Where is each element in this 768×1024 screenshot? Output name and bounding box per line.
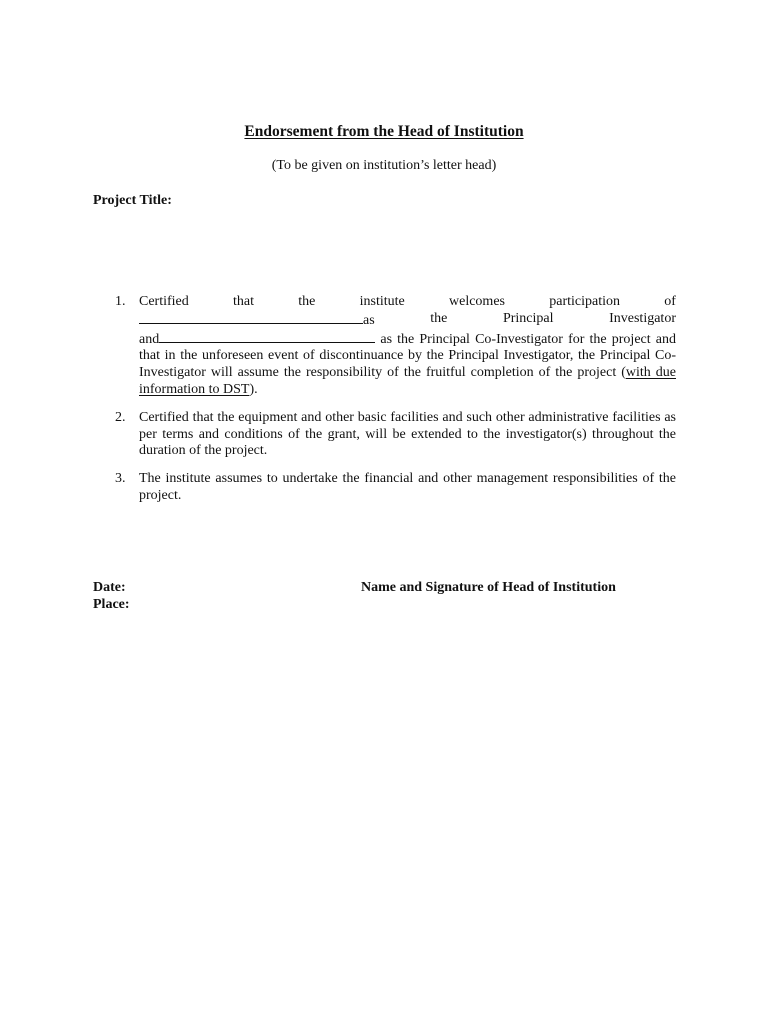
place-label: Place: xyxy=(93,597,130,612)
co-pi-name-blank[interactable] xyxy=(159,330,375,343)
list-item xyxy=(93,471,676,505)
document-title: Endorsement from the Head of Institution xyxy=(244,123,524,140)
date-label: Date: xyxy=(93,580,126,595)
project-title-label: Project Title: xyxy=(93,193,172,208)
signature-label: Name and Signature of Head of Institution xyxy=(361,580,616,595)
item-line: as the Principal Investigator xyxy=(139,311,676,330)
item-text: Certified that the institute welcomes participation of as the Principal Investigator and as the Principal Co-Investigator for the project and that in the unforeseen event of discontinuance by the Principal Investigator, the Principal Co-Investigator will assume the responsibility of the fruitful completion of the project (with due information to DST). xyxy=(139,294,676,397)
item-number: 1. xyxy=(115,294,126,309)
item-text: Certified that the equipment and other basic facilities and such other administrative facilities as per terms and conditions of the grant, will be extended to the investigator(s) throughout the duration of the project. xyxy=(139,409,676,459)
item-number: 3. xyxy=(115,471,126,487)
certification-list xyxy=(93,294,676,516)
item-line: Certified that the institute welcomes participation of xyxy=(139,294,676,309)
item-text: The institute assumes to undertake the financial and other management responsibilities of the project. xyxy=(139,471,676,503)
underlined-phrase: with due information to DST xyxy=(139,365,676,397)
pi-name-blank[interactable] xyxy=(139,311,363,324)
item-number: 2. xyxy=(115,409,126,425)
list-item xyxy=(93,294,676,399)
list-item xyxy=(93,410,676,460)
document-subtitle: (To be given on institution’s letter head) xyxy=(271,158,497,173)
